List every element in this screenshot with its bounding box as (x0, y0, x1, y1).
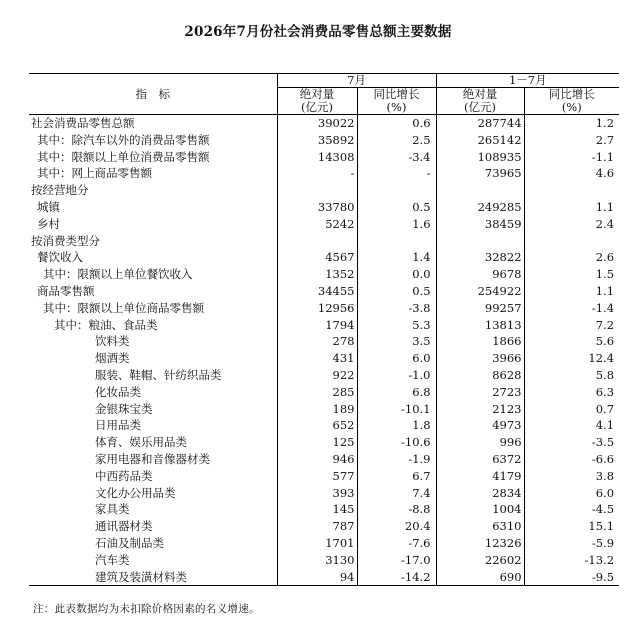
month-yoy-cell: -3.4 (357, 149, 436, 166)
month-yoy-cell: 0.0 (357, 266, 436, 283)
ytd-abs-cell: 6310 (436, 518, 524, 535)
table-row (29, 216, 619, 233)
ytd-yoy-cell: 1.2 (524, 115, 619, 132)
ytd-yoy-cell: 15.1 (524, 518, 619, 535)
month-abs-cell: 39022 (277, 115, 357, 132)
ytd-yoy-cell: -13.2 (524, 552, 619, 569)
abs-unit: (亿元) (301, 100, 333, 114)
month-yoy-cell: 6.0 (357, 350, 436, 367)
ytd-abs-cell: 22602 (436, 552, 524, 569)
ytd-abs-cell: 4973 (436, 417, 524, 434)
table-row (29, 149, 619, 166)
row-label: 按经营地分 (31, 183, 89, 198)
row-label: 其中：限额以上单位消费品零售额 (37, 149, 210, 164)
footnote: 注：此表数据均为未扣除价格因素的名义增速。 (33, 603, 260, 615)
month-abs-cell: 5242 (277, 216, 357, 233)
row-label: 金银珠宝类 (95, 401, 153, 416)
ytd-yoy-cell (524, 233, 619, 250)
month-yoy-cell: 5.3 (357, 317, 436, 334)
ytd-yoy-cell: -9.5 (524, 569, 619, 586)
ytd-yoy-cell: -3.5 (524, 434, 619, 451)
month-yoy-cell: -8.8 (357, 501, 436, 518)
indicator-header: 指 标 (29, 74, 277, 115)
month-abs-cell: 35892 (277, 132, 357, 149)
month-yoy-cell: 2.5 (357, 132, 436, 149)
row-label: 其中：限额以上单位餐饮收入 (43, 267, 193, 282)
month-abs-cell: 285 (277, 384, 357, 401)
ytd-abs-cell (436, 182, 524, 199)
ytd-yoy-cell: 1.1 (524, 199, 619, 216)
ytd-yoy-cell: 5.8 (524, 367, 619, 384)
ytd-header: 1－7月 (436, 74, 619, 88)
yoy-unit: (%) (561, 100, 582, 114)
ytd-yoy-cell: -5.9 (524, 535, 619, 552)
row-label: 建筑及装潢材料类 (29, 569, 277, 586)
table-row (29, 468, 619, 485)
ytd-yoy-cell (524, 182, 619, 199)
row-label: 中西药品类 (95, 468, 153, 483)
ytd-yoy-cell: -6.6 (524, 451, 619, 468)
ytd-abs-cell: 8628 (436, 367, 524, 384)
month-abs-cell: 393 (277, 485, 357, 502)
month-header: 7月 (277, 74, 436, 88)
month-abs-cell: 1352 (277, 266, 357, 283)
ytd-abs-cell: 12326 (436, 535, 524, 552)
row-label: 通讯器材类 (95, 519, 153, 534)
month-yoy-cell: -1.0 (357, 367, 436, 384)
ytd-abs-cell: 2723 (436, 384, 524, 401)
ytd-yoy-cell: 2.6 (524, 249, 619, 266)
month-yoy-cell (357, 233, 436, 250)
abs-label: 绝对量 (299, 87, 335, 101)
row-label: 饮料类 (95, 334, 130, 349)
row-label: 社会消费品零售总额 (31, 116, 135, 130)
month-yoy-cell: 0.5 (357, 283, 436, 300)
month-yoy-cell: -10.6 (357, 434, 436, 451)
ytd-abs-cell: 2834 (436, 485, 524, 502)
yoy-label: 同比增长 (548, 87, 595, 101)
ytd-abs-cell: 13813 (436, 317, 524, 334)
row-label: 化妆品类 (95, 384, 141, 399)
yoy-label: 同比增长 (373, 87, 420, 101)
ytd-abs-cell: 1866 (436, 333, 524, 350)
page-title: 2026年7月份社会消费品零售总额主要数据 (184, 24, 452, 40)
table-row (29, 569, 619, 586)
ytd-yoy-cell: -4.5 (524, 501, 619, 518)
ytd-yoy-cell: -1.4 (524, 300, 619, 317)
row-label: 汽车类 (95, 552, 130, 567)
month-yoy-cell: - (357, 165, 436, 182)
ytd-abs-cell: 4179 (436, 468, 524, 485)
row-label: 日用品类 (95, 418, 141, 433)
ytd-yoy-cell: 12.4 (524, 350, 619, 367)
table-row (29, 535, 619, 552)
ytd-abs-cell: 6372 (436, 451, 524, 468)
ytd-abs-cell: 265142 (436, 132, 524, 149)
table-row (29, 233, 619, 250)
month-yoy-cell: 1.8 (357, 417, 436, 434)
ytd-abs-cell: 3966 (436, 350, 524, 367)
ytd-yoy-cell: 1.1 (524, 283, 619, 300)
month-yoy-cell: 7.4 (357, 485, 436, 502)
month-yoy-cell (357, 182, 436, 199)
month-abs-cell: 922 (277, 367, 357, 384)
row-label: 乡村 (37, 216, 60, 231)
ytd-abs-cell: 99257 (436, 300, 524, 317)
month-abs-cell: 652 (277, 417, 357, 434)
table-row (29, 300, 619, 317)
header-row-period (29, 74, 619, 88)
table-row (29, 266, 619, 283)
table-row (29, 165, 619, 182)
table-row (29, 552, 619, 569)
month-abs-header (277, 88, 357, 115)
table-row (29, 132, 619, 149)
row-label: 服装、鞋帽、针纺织品类 (95, 367, 222, 382)
month-abs-cell: 431 (277, 350, 357, 367)
ytd-yoy-cell: 5.6 (524, 333, 619, 350)
table-row (29, 115, 619, 132)
month-abs-cell: 94 (277, 569, 357, 586)
ytd-abs-cell: 1004 (436, 501, 524, 518)
month-abs-cell: 1794 (277, 317, 357, 334)
month-abs-cell: 278 (277, 333, 357, 350)
ytd-abs-cell: 9678 (436, 266, 524, 283)
table-row (29, 451, 619, 468)
table-row (29, 317, 619, 334)
ytd-yoy-cell: 6.0 (524, 485, 619, 502)
row-label: 餐饮收入 (37, 250, 83, 265)
table-row (29, 283, 619, 300)
table-row (29, 367, 619, 384)
month-abs-cell: - (277, 165, 357, 182)
month-abs-cell: 34455 (277, 283, 357, 300)
month-yoy-cell: 0.6 (357, 115, 436, 132)
row-label: 烟酒类 (95, 351, 130, 366)
row-label: 其中：限额以上单位商品零售额 (43, 300, 204, 315)
ytd-abs-cell: 32822 (436, 249, 524, 266)
month-yoy-header (357, 88, 436, 115)
ytd-abs-cell (436, 233, 524, 250)
row-label: 石油及制品类 (95, 535, 164, 550)
table-row (29, 434, 619, 451)
ytd-abs-cell: 249285 (436, 199, 524, 216)
month-yoy-cell: -17.0 (357, 552, 436, 569)
ytd-abs-cell: 2123 (436, 401, 524, 418)
month-yoy-cell: -10.1 (357, 401, 436, 418)
ytd-yoy-cell: 6.3 (524, 384, 619, 401)
ytd-abs-cell: 254922 (436, 283, 524, 300)
table-row (29, 199, 619, 216)
row-label: 城镇 (37, 199, 60, 214)
month-abs-cell: 33780 (277, 199, 357, 216)
table-row (29, 249, 619, 266)
ytd-abs-cell: 73965 (436, 165, 524, 182)
ytd-yoy-cell: 2.4 (524, 216, 619, 233)
ytd-yoy-cell: 2.7 (524, 132, 619, 149)
ytd-yoy-cell: 1.5 (524, 266, 619, 283)
month-abs-cell: 125 (277, 434, 357, 451)
row-label: 文化办公用品类 (95, 485, 176, 500)
abs-label: 绝对量 (462, 87, 498, 101)
table-row (29, 417, 619, 434)
month-abs-cell: 3130 (277, 552, 357, 569)
ytd-abs-cell: 108935 (436, 149, 524, 166)
month-abs-cell: 1701 (277, 535, 357, 552)
ytd-abs-cell: 996 (436, 434, 524, 451)
row-label: 按消费类型分 (31, 233, 100, 248)
ytd-yoy-cell: 4.6 (524, 165, 619, 182)
row-label: 其中：网上商品零售额 (37, 166, 152, 181)
abs-unit: (亿元) (464, 100, 496, 114)
row-label: 其中：除汽车以外的消费品零售额 (37, 132, 210, 147)
month-yoy-cell: 20.4 (357, 518, 436, 535)
table-row (29, 485, 619, 502)
ytd-yoy-cell: 4.1 (524, 417, 619, 434)
month-abs-cell: 787 (277, 518, 357, 535)
yoy-unit: (%) (386, 100, 407, 114)
row-label: 其中：粮油、食品类 (54, 317, 158, 332)
ytd-abs-cell: 690 (436, 569, 524, 586)
month-yoy-cell: -1.9 (357, 451, 436, 468)
month-yoy-cell: 6.8 (357, 384, 436, 401)
month-yoy-cell: 0.5 (357, 199, 436, 216)
month-abs-cell: 577 (277, 468, 357, 485)
table-row (29, 333, 619, 350)
ytd-yoy-cell: 0.7 (524, 401, 619, 418)
ytd-yoy-cell: 3.8 (524, 468, 619, 485)
table-row (29, 350, 619, 367)
ytd-abs-header (436, 88, 524, 115)
table-row (29, 501, 619, 518)
row-label: 家用电器和音像器材类 (95, 451, 210, 466)
month-abs-cell: 14308 (277, 149, 357, 166)
table-body (29, 115, 619, 586)
month-abs-cell (277, 182, 357, 199)
month-abs-cell: 145 (277, 501, 357, 518)
month-yoy-cell: -3.8 (357, 300, 436, 317)
month-abs-cell (277, 233, 357, 250)
ytd-yoy-cell: -1.1 (524, 149, 619, 166)
month-yoy-cell: 1.6 (357, 216, 436, 233)
retail-sales-table (29, 73, 619, 586)
ytd-yoy-header (524, 88, 619, 115)
month-yoy-cell: -7.6 (357, 535, 436, 552)
row-label: 商品零售额 (37, 283, 95, 298)
row-label: 家具类 (95, 502, 130, 517)
month-abs-cell: 189 (277, 401, 357, 418)
month-yoy-cell: 1.4 (357, 249, 436, 266)
ytd-abs-cell: 38459 (436, 216, 524, 233)
row-label: 体育、娱乐用品类 (95, 435, 187, 450)
ytd-yoy-cell: 7.2 (524, 317, 619, 334)
month-yoy-cell: -14.2 (357, 569, 436, 586)
ytd-abs-cell: 287744 (436, 115, 524, 132)
month-abs-cell: 4567 (277, 249, 357, 266)
table-row (29, 401, 619, 418)
table-row (29, 182, 619, 199)
month-abs-cell: 12956 (277, 300, 357, 317)
month-yoy-cell: 6.7 (357, 468, 436, 485)
month-yoy-cell: 3.5 (357, 333, 436, 350)
month-abs-cell: 946 (277, 451, 357, 468)
table-row (29, 384, 619, 401)
table-row (29, 518, 619, 535)
